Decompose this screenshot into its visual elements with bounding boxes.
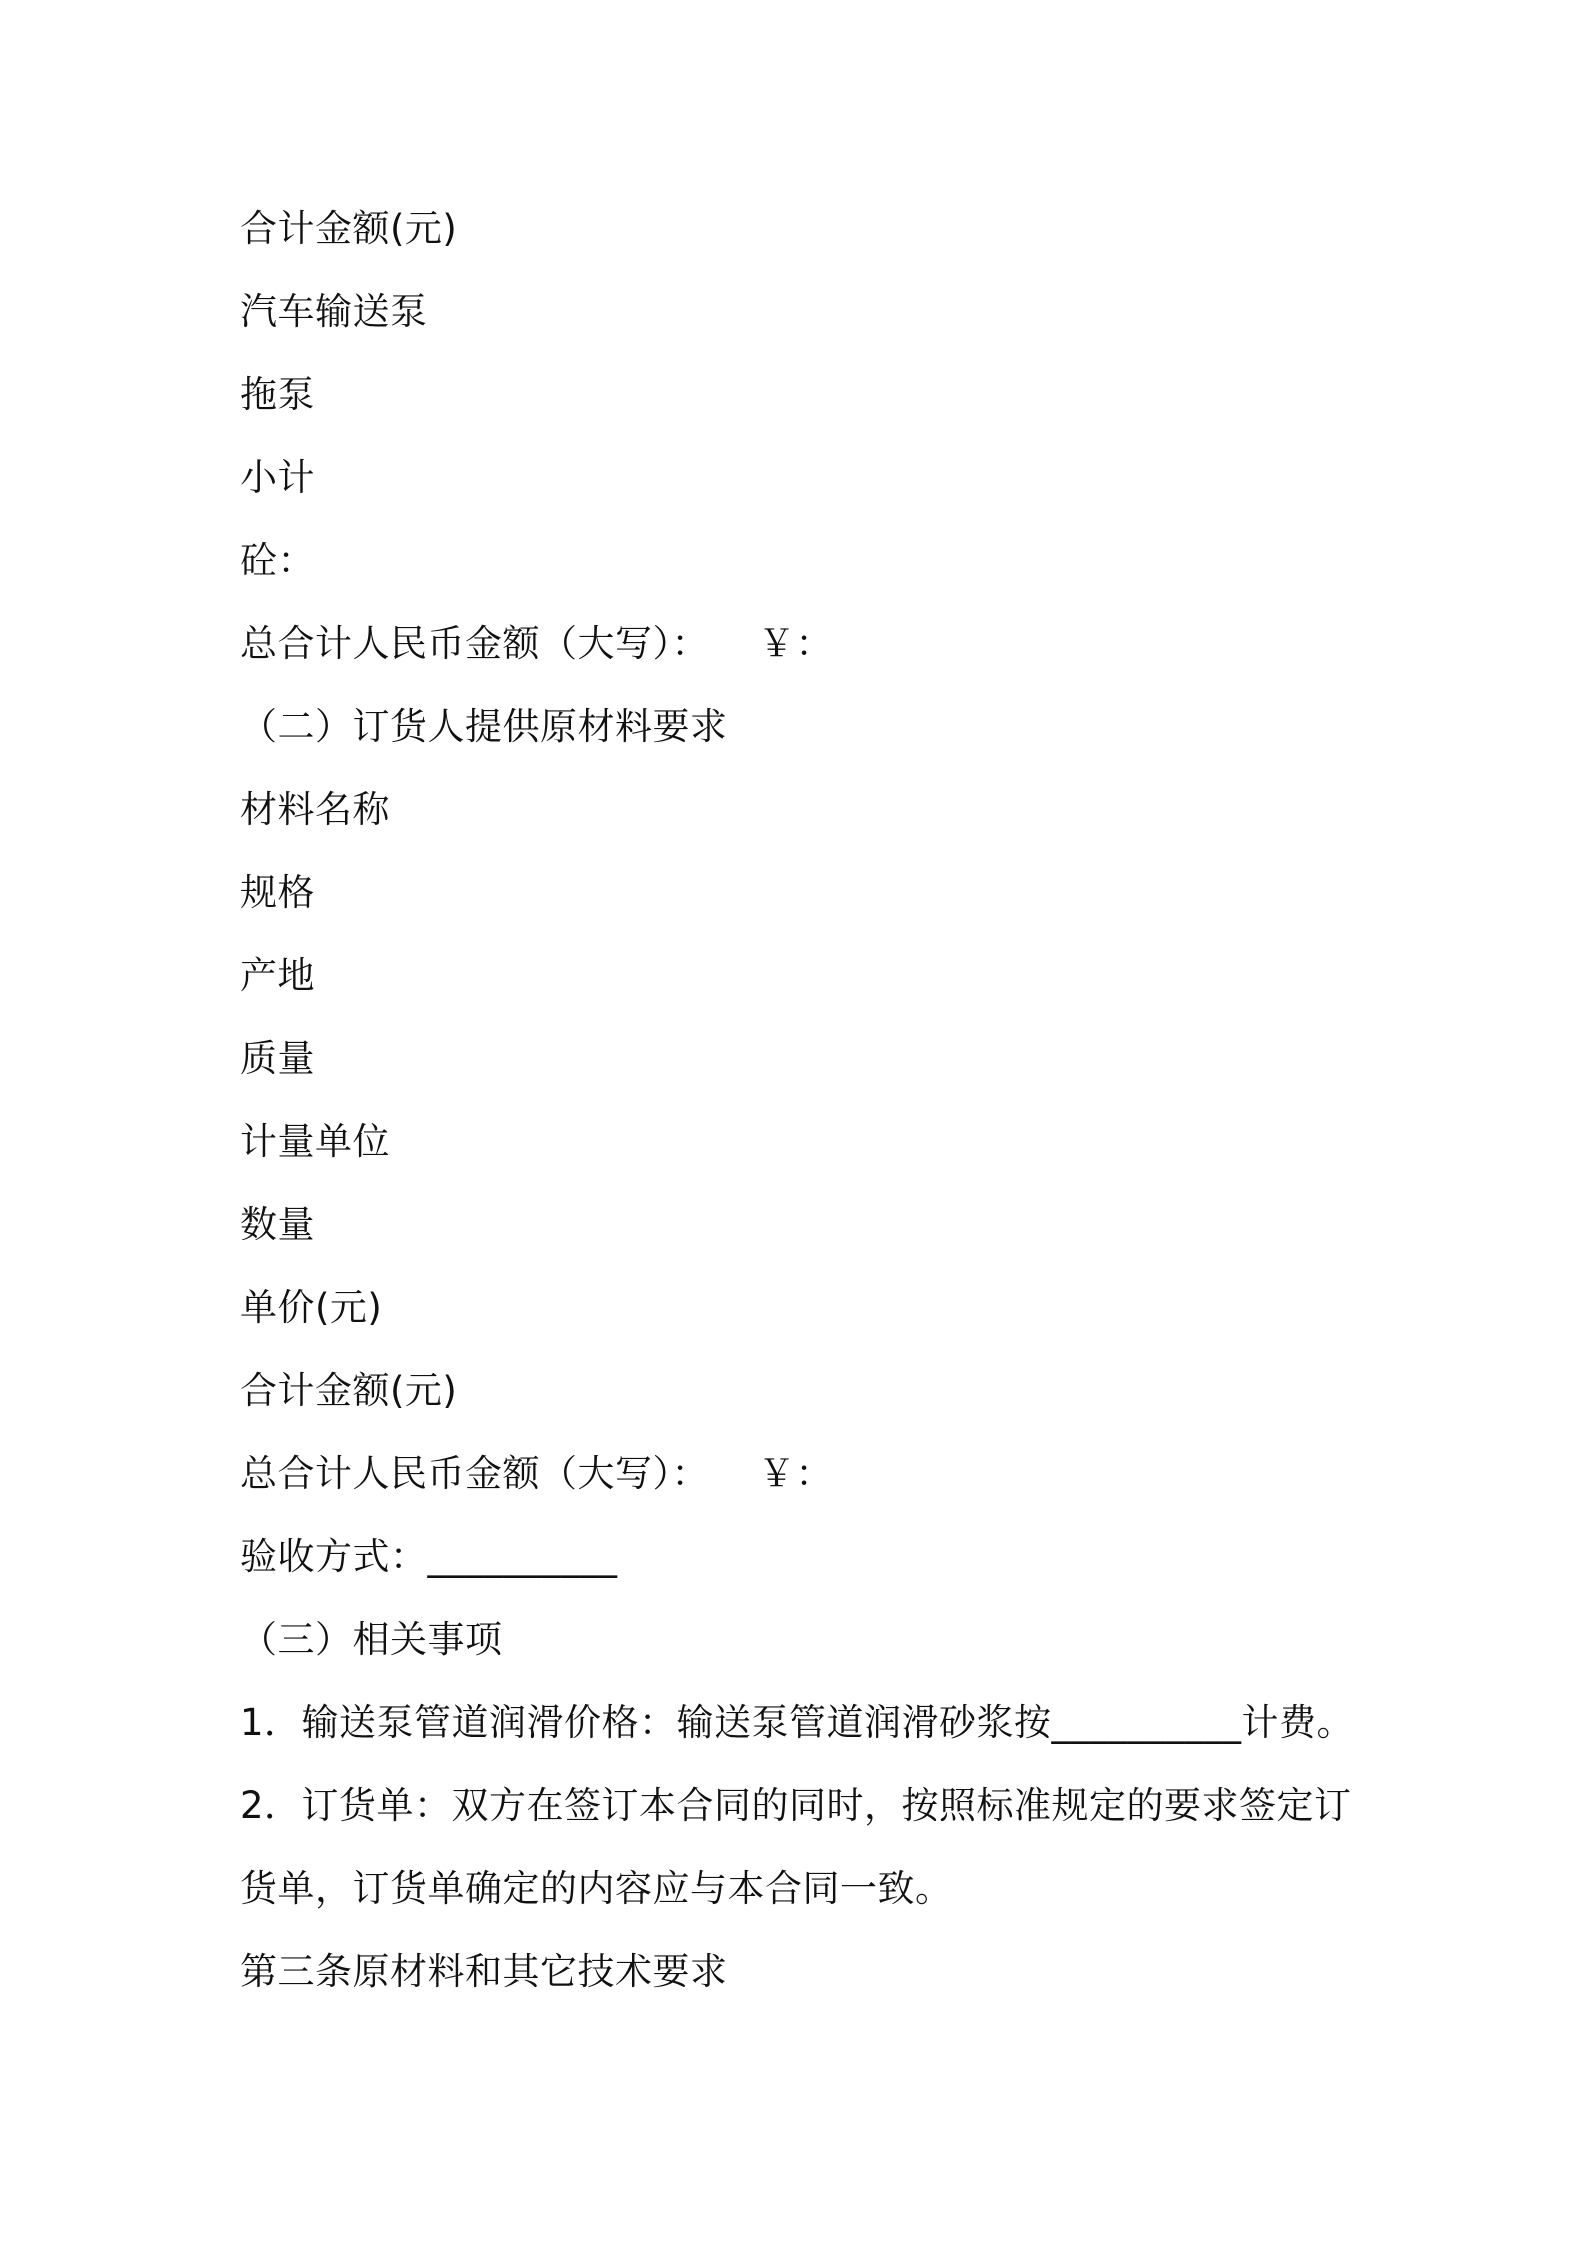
text-line: 拖泵	[240, 373, 315, 416]
text-line: 数量	[240, 1203, 315, 1246]
text-line: 验收方式：__________	[240, 1535, 618, 1578]
text-line: 汽车输送泵	[240, 290, 428, 333]
text-line: 材料名称	[240, 788, 390, 831]
paragraph: 1．输送泵管道润滑价格：输送泵管道润滑砂浆按__________计费。	[240, 1701, 1355, 1744]
text-line: 小计	[240, 456, 315, 499]
text-line: 合计金额(元)	[240, 1369, 458, 1412]
section-heading: （二）订货人提供原材料要求	[240, 705, 728, 748]
text-line: 总合计人民币金额（大写）： ￥：	[240, 622, 834, 665]
text-line: 质量	[240, 1037, 315, 1080]
text-line: 产地	[240, 954, 315, 997]
text-line: 规格	[240, 871, 315, 914]
paragraph: 货单，订货单确定的内容应与本合同一致。	[240, 1867, 953, 1910]
text-line: 单价(元)	[240, 1286, 383, 1329]
paragraph: 2．订货单：双方在签订本合同的同时，按照标准规定的要求签定订	[240, 1784, 1352, 1827]
text-line: 合计金额(元)	[240, 207, 458, 250]
section-heading: 第三条原材料和其它技术要求	[240, 1950, 728, 1993]
text-line: 砼：	[240, 539, 315, 582]
section-heading: （三）相关事项	[240, 1618, 503, 1661]
text-line: 总合计人民币金额（大写）： ￥：	[240, 1452, 834, 1495]
text-line: 计量单位	[240, 1120, 390, 1163]
